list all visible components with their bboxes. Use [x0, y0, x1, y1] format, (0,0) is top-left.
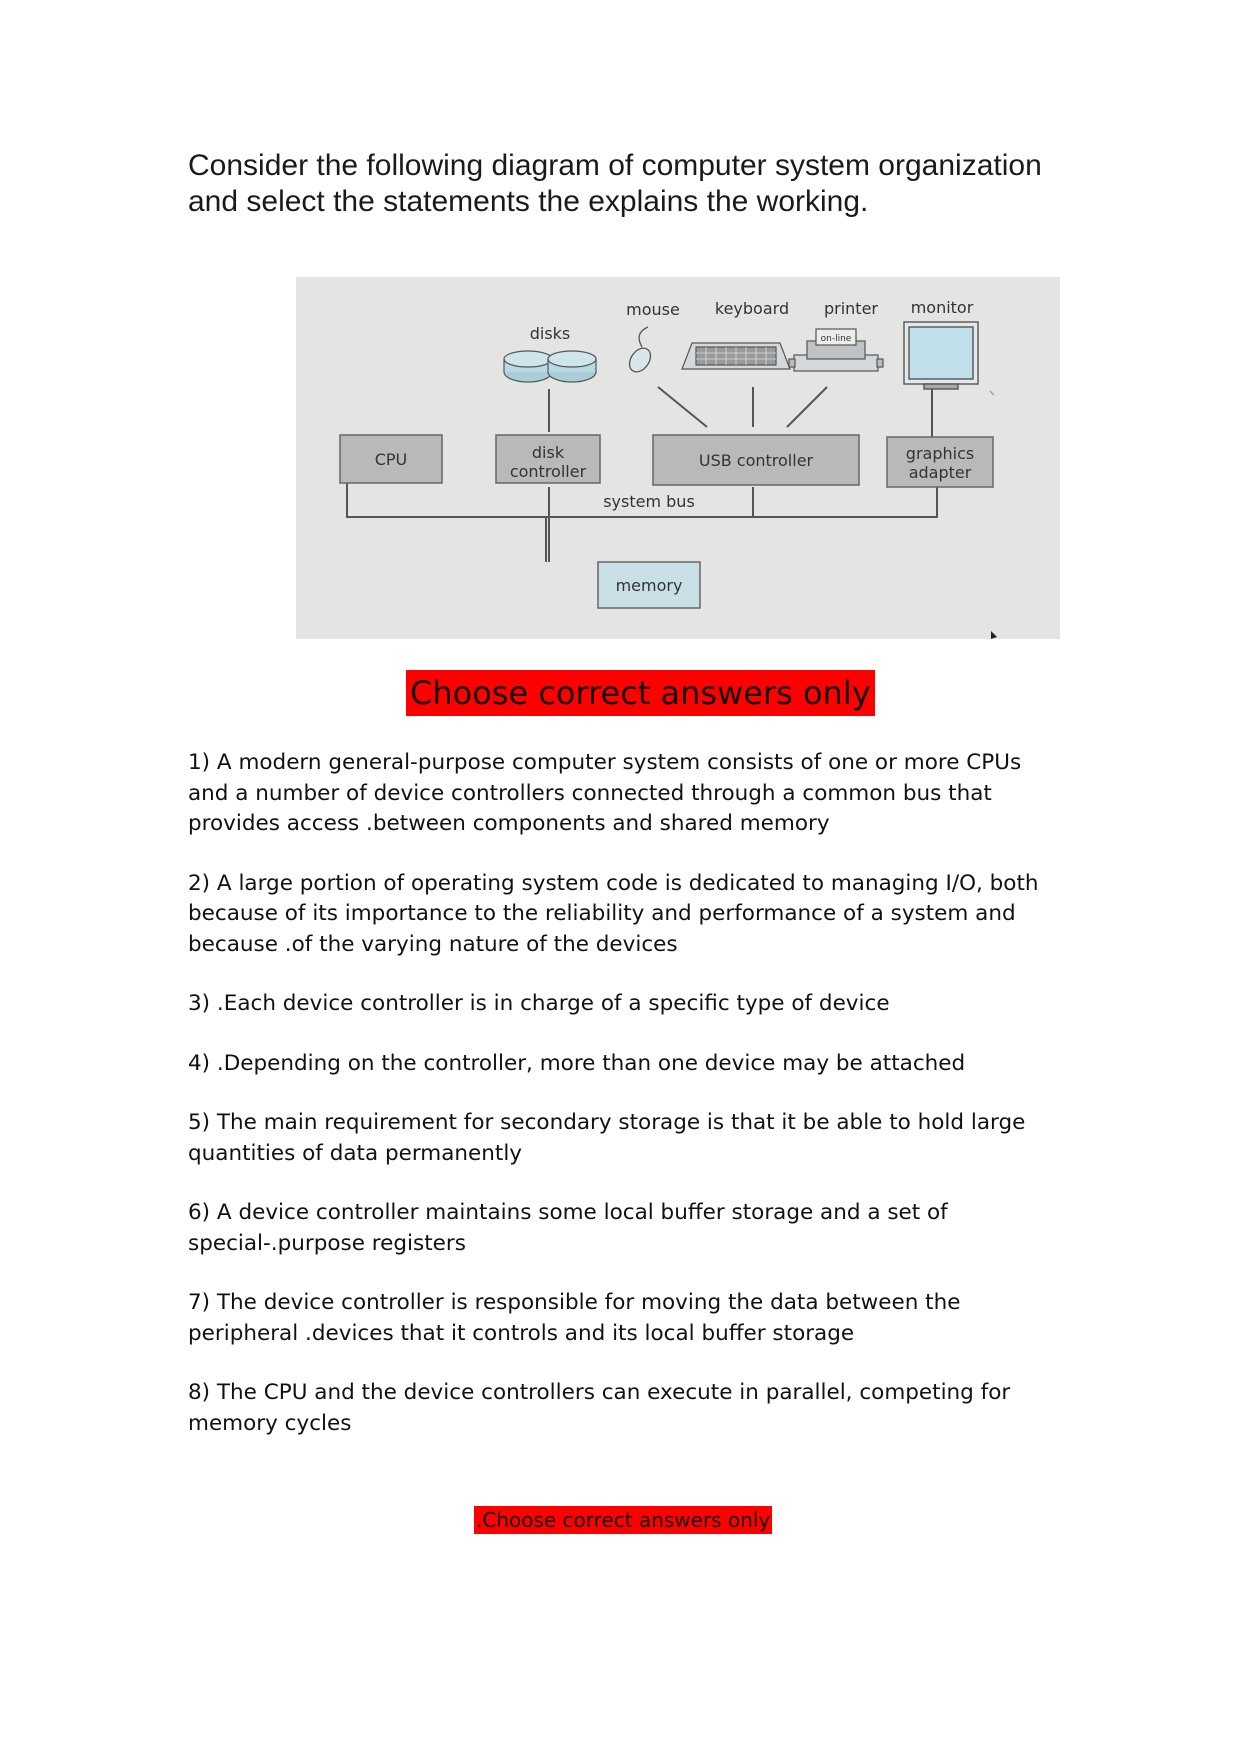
- usb-controller-label: USB controller: [698, 451, 814, 470]
- graphics-adapter-label-1: graphics: [905, 444, 975, 463]
- statement-3: 3) .Each device controller is in charge of a specific type of device: [188, 991, 890, 1016]
- system-organization-diagram: [296, 277, 1060, 639]
- disk-controller-label-2: controller: [509, 462, 587, 481]
- disks-label: disks: [529, 324, 571, 343]
- system-bus-label: system bus: [603, 492, 695, 511]
- question-title: [188, 148, 1088, 220]
- printer-status-label: on-line: [820, 334, 852, 344]
- statement-8: 8) The CPU and the device controllers can execute in parallel, competing for memory cycles: [188, 1380, 1011, 1436]
- photo-speck: [990, 391, 994, 395]
- statement-4: 4) .Depending on the controller, more than one device may be attached: [188, 1050, 966, 1076]
- statement-6: 6) A device controller maintains some local buffer storage and a set of special-.purpose registers: [188, 1200, 948, 1256]
- mouse-label: mouse: [626, 300, 680, 319]
- question-line-2: and select the statements the explains the working.: [188, 185, 869, 218]
- question-line-1: Consider the following diagram of computer system organization: [188, 149, 1042, 182]
- disks-icon: [504, 351, 596, 382]
- keyboard-icon: [682, 343, 790, 369]
- monitor-icon: [904, 322, 978, 389]
- choose-correct-banner: Choose correct answers only: [406, 670, 875, 716]
- statement-1: 1) A modern general-purpose computer system consists of one or more CPUs and a number of device controllers connected through a common bus that provides access .between components and shared memory: [188, 750, 1022, 836]
- statement-5: 5) The main requirement for secondary storage is that it be able to hold large quantities of data permanently: [188, 1110, 1026, 1166]
- cpu-label: CPU: [374, 450, 408, 469]
- statement-7: 7) The device controller is responsible for moving the data between the peripheral .devices that it controls and its local buffer storage: [188, 1290, 961, 1346]
- monitor-label: monitor: [910, 298, 974, 317]
- choose-correct-footer-banner: .Choose correct answers only: [476, 1508, 771, 1532]
- printer-label: printer: [823, 299, 879, 318]
- keyboard-label: keyboard: [714, 299, 790, 318]
- printer-link: [787, 387, 827, 427]
- statements-list: [188, 748, 1068, 1468]
- cursor-mark: [991, 631, 997, 639]
- statement-2: 2) A large portion of operating system code is dedicated to managing I/O, both because of its importance to the reliability and performance of a system and because .of the varying nature of the devices: [188, 870, 1039, 957]
- mouse-icon: [625, 327, 655, 376]
- graphics-adapter-label-2: adapter: [908, 463, 972, 482]
- memory-label: memory: [615, 576, 683, 595]
- mouse-link: [658, 387, 707, 427]
- disk-controller-label-1: disk: [531, 443, 565, 462]
